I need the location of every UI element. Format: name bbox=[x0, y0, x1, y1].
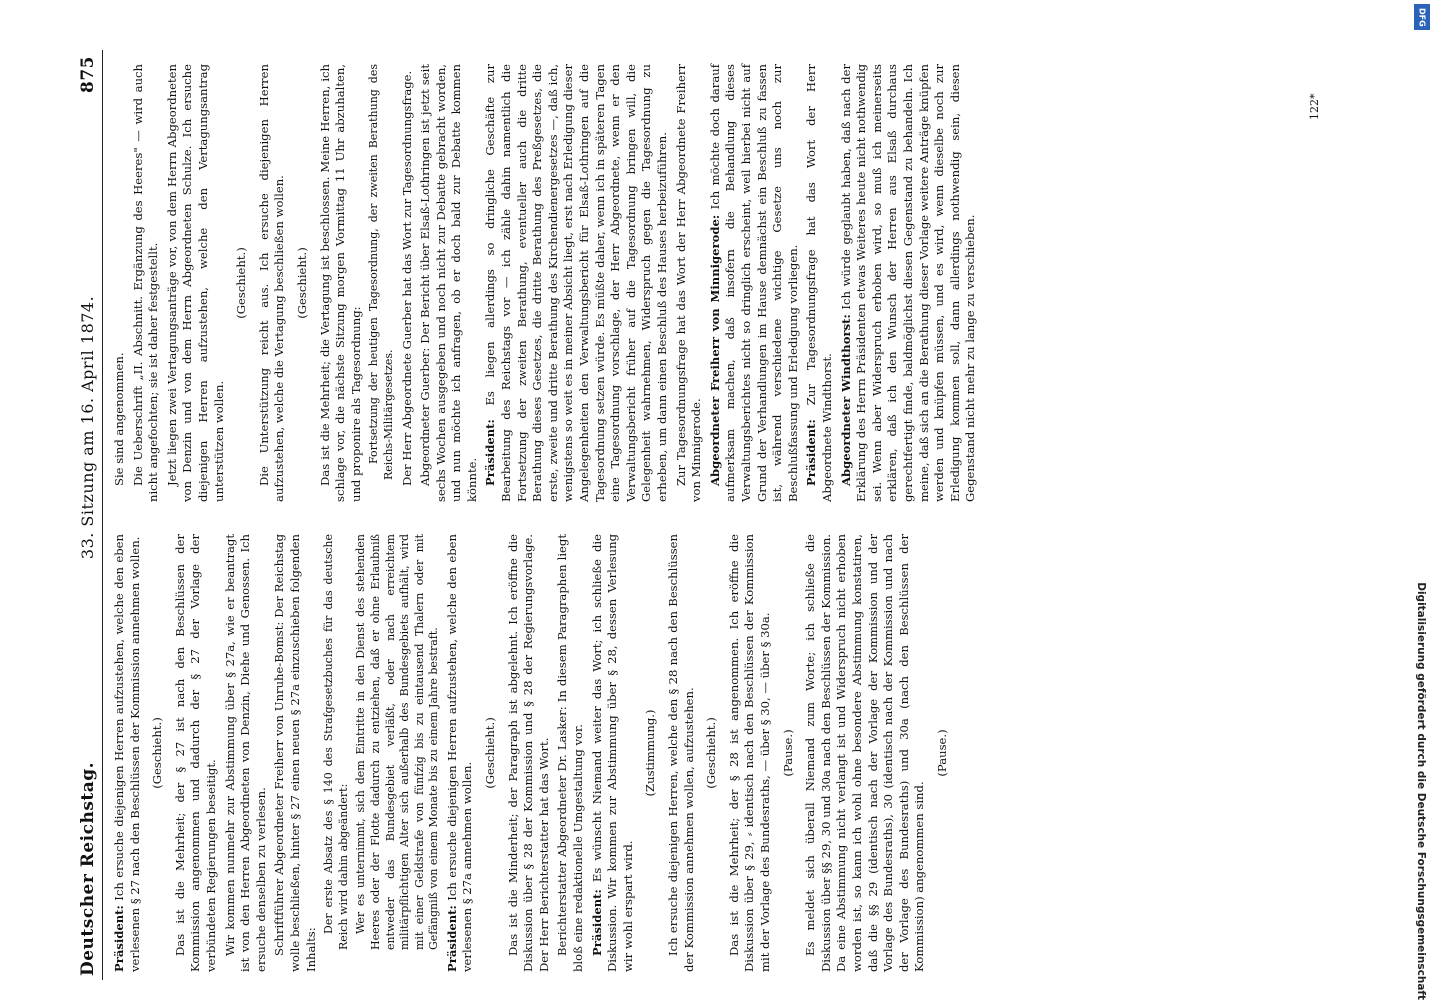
paragraph bbox=[839, 64, 979, 502]
paragraph bbox=[112, 534, 143, 972]
paragraph-text: Ich möchte doch darauf aufmerksam machen, daß insofern die Behandlung dieses Verwaltungsberichtes nicht so dringlich erscheint, weil hierbei nicht auf Grund der Verhandlungen im Hause demnächst ein Beschluß zu fassen ist, während verschiedene wichtige Gesetze uns noch zur Beschlußfassung und Erledigung vorliegen. bbox=[707, 64, 800, 502]
quoted-text: Der erste Absatz des § 140 des Strafgesetzbuches für das deutsche Reich wird dahin abgeändert: bbox=[322, 534, 350, 950]
paragraph: Das ist die Mehrheit; der § 28 ist angenommen. Ich eröffne die Diskussion über § 29, ⸗ identisch nach den Beschlüssen der Kommission mit der Vorlage des Bundesraths, — über § 30, — über § 30a. bbox=[726, 534, 772, 972]
speaker-name: Abgeordneter Windthorst: bbox=[838, 314, 853, 486]
speaker-name: Präsident: bbox=[804, 419, 819, 486]
page-header bbox=[78, 56, 102, 976]
paragraph: Ich ersuche diejenigen Herren, welche den § 28 nach den Beschlüssen der Kommission annehmen wollen, aufzustehen. bbox=[666, 534, 696, 972]
stage-direction: (Pause.) bbox=[934, 729, 949, 777]
quoted-text: Fortsetzung der heutigen Tagesordnung, der zweiten Berathung des Reichs-Militärgesetzes. bbox=[367, 64, 395, 480]
quoted-text: Wer es unternimmt, sich dem Eintritte in den Dienst des stehenden Heeres oder der Flotte dadurch zu entziehen, daß er ohne Erlaubniß entweder das Bundesgebiet verläßt, oder nach erreichtem militärpflichtigen Alter sich außerhalb des Bundesgebiets aufhält, wird mit einer Geldstrafe von fünfzig bis zu eintausend Thalern oder mit Gefängniß von einem Monate bis zu einem Jahre bestraft. bbox=[354, 534, 441, 950]
paragraph: Wir kommen nunmehr zur Abstimmung über § 27a, wie er beantragt ist von den Herren Abgeordneten von Denzin, Diehe und Genossen. Ich ersuche denselben zu verlesen. bbox=[222, 534, 268, 972]
stage-direction: (Pause.) bbox=[780, 729, 795, 777]
header-session: 33. Sitzung am 16. April 1874. bbox=[78, 295, 97, 560]
paragraph: Das ist die Minderheit; der Paragraph ist abgelehnt. Ich eröffne die Diskussion über § 28 der Kommission und § 28 der Regierungsvorlage. Der Herr Berichterstatter hat das Wort. bbox=[505, 534, 551, 972]
left-column bbox=[112, 534, 958, 972]
paragraph bbox=[445, 534, 476, 972]
stage-direction: (Zustimmung.) bbox=[643, 709, 658, 797]
speaker-name: Präsident: bbox=[483, 419, 498, 486]
paragraph: Es meldet sich überall Niemand zum Worte; ich schließe die Diskussion über §§ 29, 30 und 30a nach den Beschlüssen der Kommission. Da eine Abstimmung nicht verlangt ist und Widerspruch nicht erhoben worden ist, so kann ich wohl ohne besondere Abstimmung konstatiren, daß die §§ 29 (identisch nach der Vorlage der Kommission und der Vorlage des Bundesraths), 30 (identisch nach der Kommission und nach der Vorlage des Bundesraths) und 30a (nach den Beschlüssen der Kommission) angenommen sind. bbox=[803, 534, 927, 972]
stage-direction: (Geschieht.) bbox=[294, 247, 309, 319]
paragraph: Die Ueberschrift „II. Abschnitt. Ergänzung des Heeres" — wird auch nicht angefochten; sie ist daher festgestellt. bbox=[130, 64, 161, 502]
stage-direction: (Geschieht.) bbox=[150, 717, 165, 789]
paragraph bbox=[804, 64, 835, 502]
dfg-logo: DFG bbox=[1414, 4, 1430, 30]
paragraph: Das ist die Mehrheit; die Vertagung ist beschlossen. Meine Herren, ich schlage vor, die nächste Sitzung morgen Vormittag 11 Uhr abzuhalten, und proponire als Tagesordnung: bbox=[317, 64, 363, 502]
header-title: Deutscher Reichstag. bbox=[78, 761, 98, 976]
paragraph-text: Zur Tagesordnungsfrage hat das Wort der Herr Abgeordnete Windthorst. bbox=[804, 64, 834, 502]
dfg-funding-note: Digitalisierung gefördert durch die Deutsche Forschungsgemeinschaft bbox=[1415, 582, 1427, 1000]
paragraph: Die Unterstützung reicht aus. Ich ersuche diejenigen Herren aufzustehen, welche die Vertagung beschließen wollen. bbox=[256, 64, 287, 502]
paragraph bbox=[590, 534, 637, 972]
stage-direction: (Geschieht.) bbox=[483, 717, 498, 789]
paragraph: Zur Tagesordnungsfrage hat das Wort der Herr Abgeordnete Freiherr von Minnigerode. bbox=[673, 64, 704, 502]
paragraph-text: Ich ersuche diejenigen Herren aufzustehen, welche den eben verlesenen § 27 nach den Beschlüssen der Kommission annehmen wollen. bbox=[112, 534, 142, 972]
speaker-name: Präsident: bbox=[589, 889, 604, 956]
paragraph: Jetzt liegen zwei Vertagungsanträge vor, von dem Herrn Abgeordneten von Denzin und von dem Herrn Abgeordneten Schulze. Ich ersuche diejenigen Herren aufzustehen, welche den Vertagungsantrag unterstützen wollen. bbox=[164, 64, 226, 502]
stage-direction: (Geschieht.) bbox=[704, 717, 719, 789]
paragraph-text: Ich ersuche diejenigen Herren aufzustehen, welche den eben verlesenen § 27a annehmen wollen. bbox=[444, 534, 475, 972]
dfg-sidebar bbox=[1410, 0, 1432, 1000]
speaker-name: Präsident: bbox=[444, 905, 459, 972]
paragraph: Schriftführer Abgeordneter Freiherr von Unruhe-Bomst: Der Reichstag wolle beschließen, hinter § 27 einen neuen § 27a einzuschieben folgenden Inhalts: bbox=[272, 534, 318, 972]
right-column bbox=[112, 64, 982, 502]
paragraph: Der Herr Abgeordnete Guerber hat das Wort zur Tagesordnungsfrage. bbox=[399, 70, 414, 486]
paragraph bbox=[708, 64, 802, 502]
speaker-name: Präsident: bbox=[112, 905, 126, 972]
paragraph: Das ist die Mehrheit; der § 27 ist nach den Beschlüssen der Kommission angenommen und dadurch der § 27 der Vorlage der verbündeten Regierungen beseitigt. bbox=[172, 534, 218, 972]
paragraph-text: Ich würde geglaubt haben, daß nach der Erklärung des Herrn Präsidenten etwas Weiteres heute nicht nothwendig sei. Wenn aber Widerspruch erhoben wird, so muß ich meinerseits erklären, daß ich den Wunsch der Herren aus Elsaß durchaus gerechtfertigt finde, baldmöglichst diesen Gegenstand zu behandeln. Ich meine, daß sich an die Berathung dieser Vorlage weitere Anträge knüpfen werden und knüpfen müssen, und es wird, wenn dieselbe noch zur Erledigung kommen soll, dann allerdings nothwendig sein, diesen Gegenstand nicht mehr zu lange zu verschieben. bbox=[838, 64, 978, 502]
paragraph bbox=[483, 64, 670, 502]
stage-direction: (Geschieht.) bbox=[234, 247, 249, 319]
paragraph: Sie sind angenommen. bbox=[112, 352, 126, 486]
paragraph: Berichterstatter Abgeordneter Dr. Lasker: In diesem Paragraphen liegt bloß eine redaktionelle Umgestaltung vor. bbox=[555, 534, 586, 972]
paragraph-text: Es wünscht Niemand weiter das Wort; ich schließe die Diskussion. Wir kommen zur Abstimmung über § 28, dessen Verlesung wir wohl erspart wird. bbox=[589, 533, 635, 972]
paragraph-text: Es liegen allerdings so dringliche Geschäfte zur Bearbeitung des Reichstags vor — ich zähle dahin namentlich die Fortsetzung der zweiten Berathung, eventueller auch die dritte Berathung dieses Gesetzes, die dritte Berathung des Preßgesetzes, die erste, zweite und dritte Berathung des Kirchendienergesetzes —, daß ich, wenigstens so weit es in meiner Absicht liegt, erst nach Erledigung dieser Angelegenheiten den Verwaltungsbericht für Elsaß-Lothringen auf die Tagesordnung setzen würde. Es müßte daher, wenn ich in späteren Tagen eine Tagesordnung vorschlage, der Herr Abgeordnete, wenn er den Verwaltungsbericht früher auf die Tagesordnung bringen will, die Gelegenheit wahrnehmen, Widerspruch gegen die Tagesordnung zu erheben, um dann einen Beschluß des Hauses herbeizuführen. bbox=[483, 64, 669, 502]
speaker-name: Abgeordneter Freiherr von Minnigerode: bbox=[707, 214, 722, 486]
page-number: 875 bbox=[78, 56, 98, 94]
signature-mark: 122* bbox=[1308, 93, 1321, 120]
header-rule bbox=[102, 50, 103, 980]
paragraph: Abgeordneter Guerber: Der Bericht über Elsaß-Lothringen ist jetzt seit sechs Wochen ausgegeben und noch nicht zur Debatte gebracht worden, und nun möchte ich anfragen, ob er doch bald zur Debatte kommen könnte. bbox=[418, 64, 479, 502]
